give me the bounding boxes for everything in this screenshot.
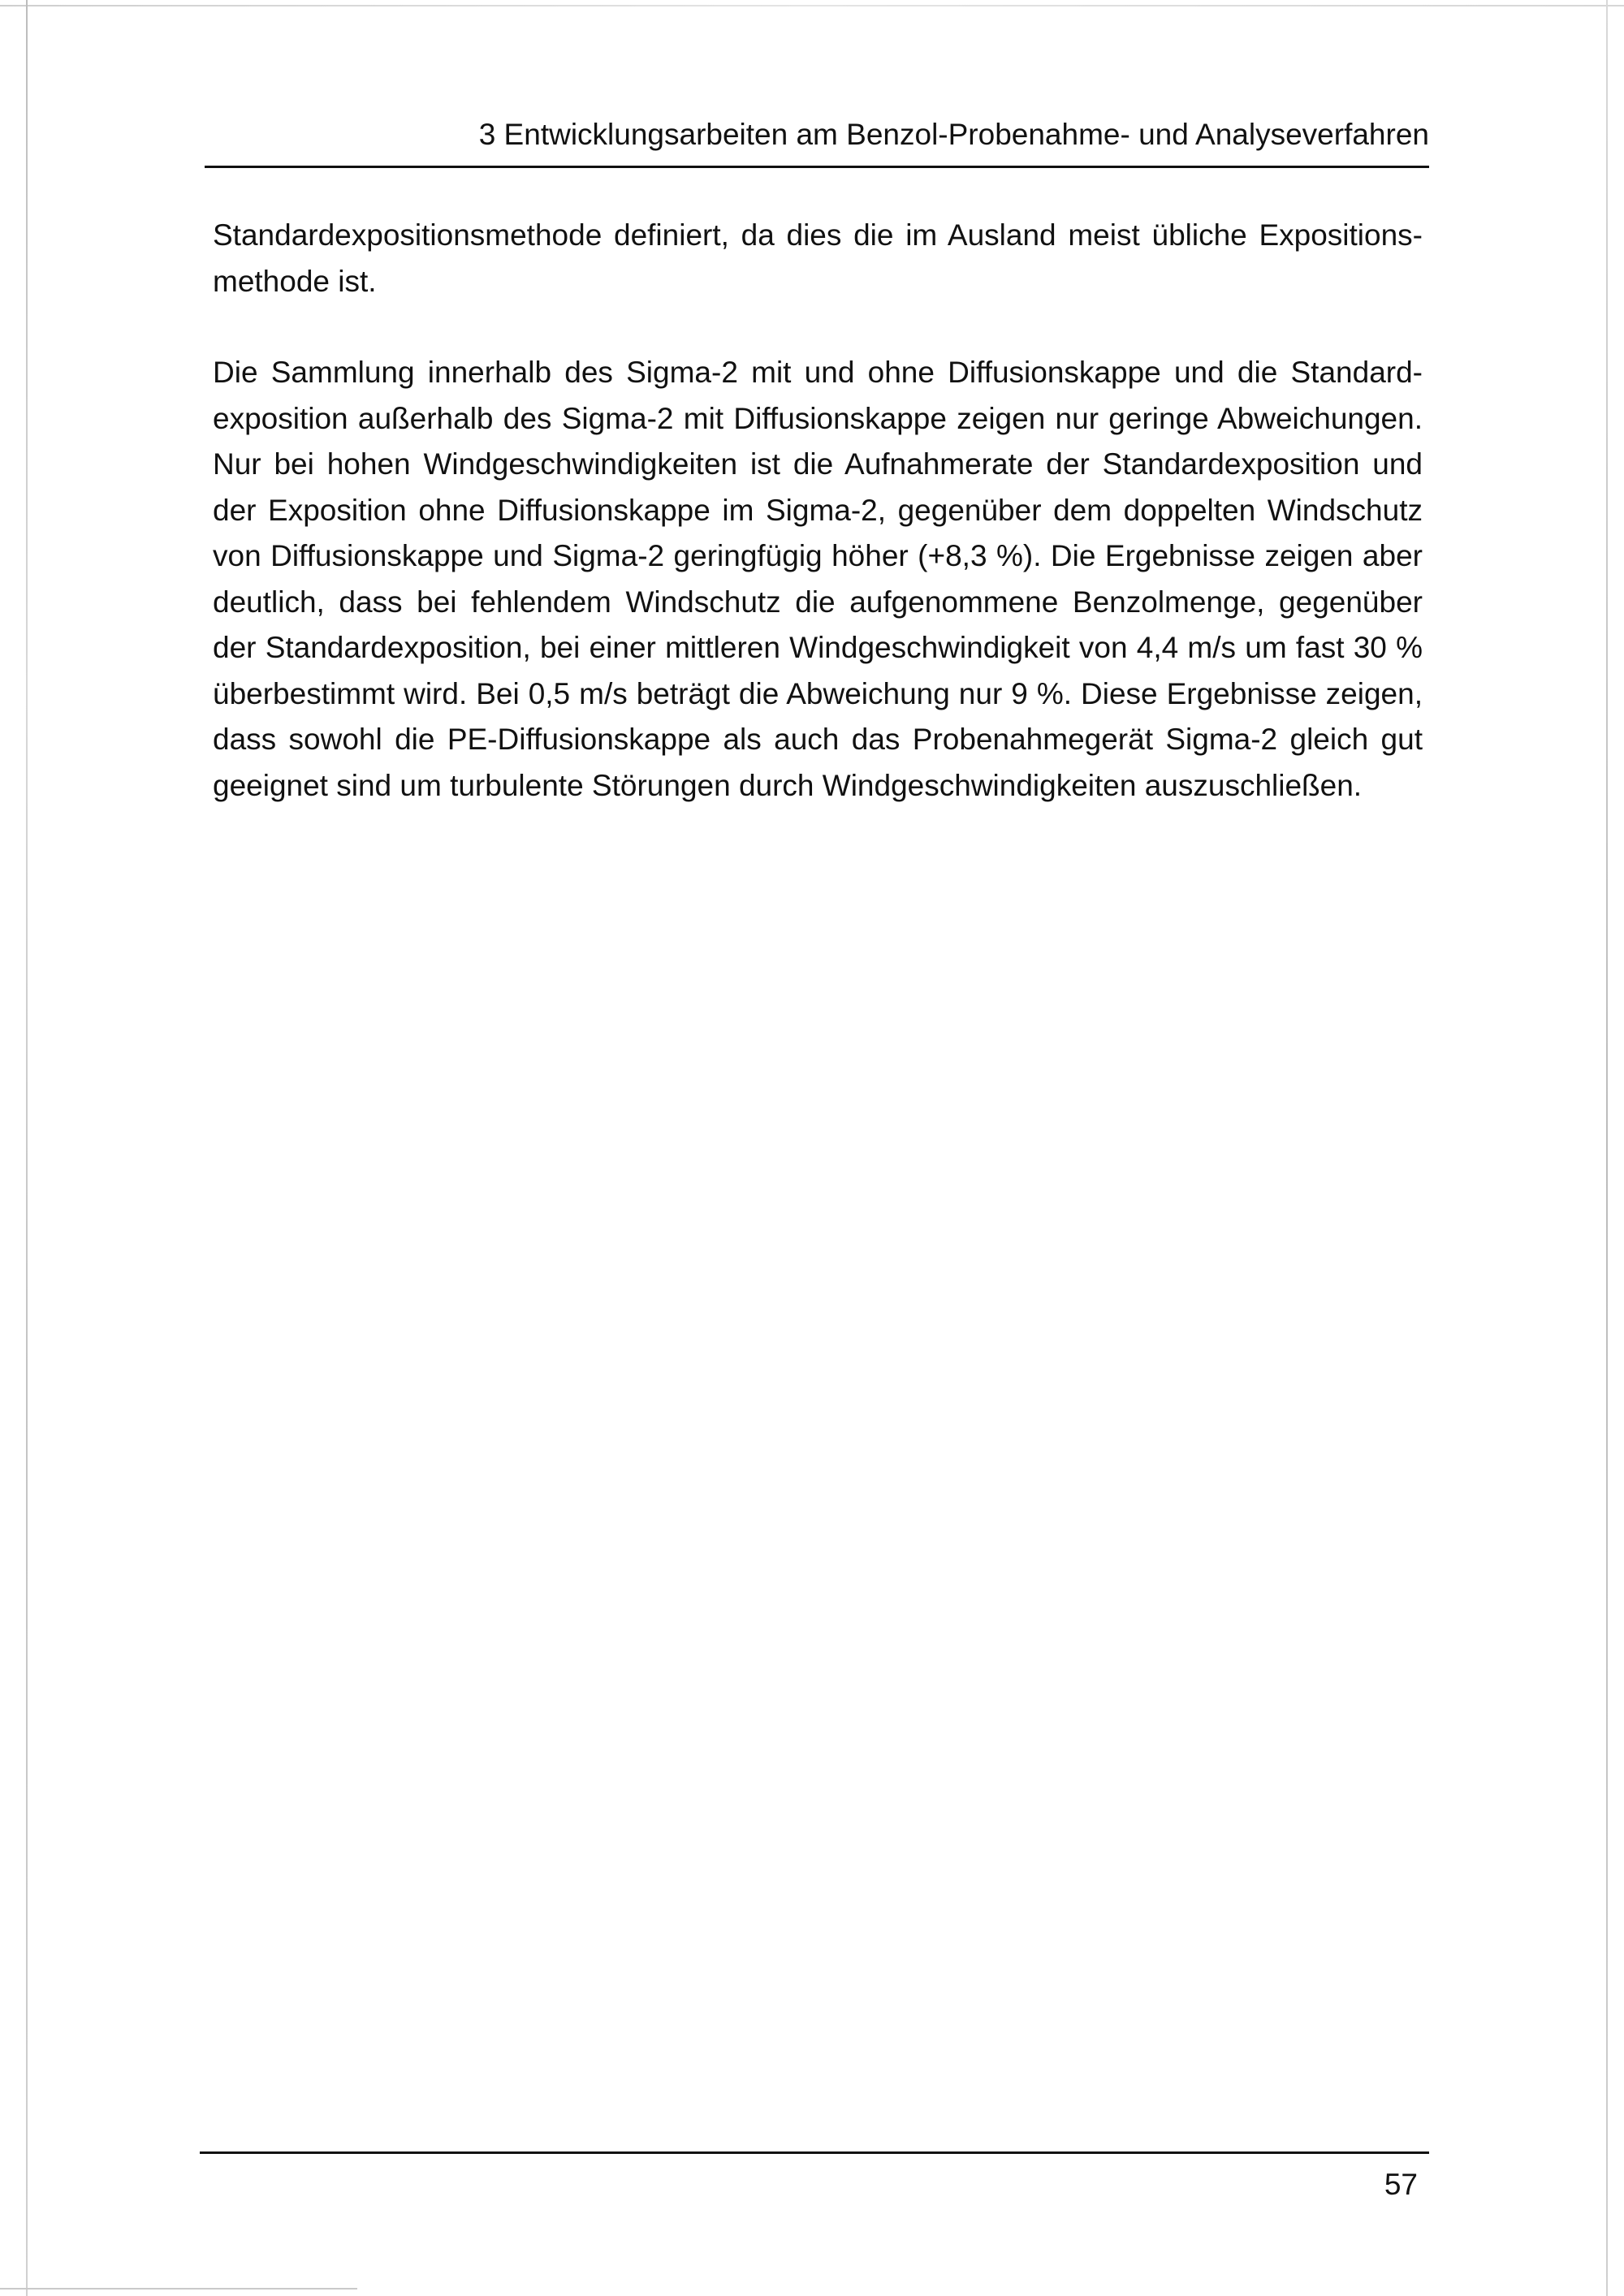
header-rule: [205, 166, 1429, 168]
body-text: [213, 213, 1423, 809]
scan-edge-left: [26, 0, 28, 2296]
footer-rule: [200, 2151, 1429, 2154]
running-header: 3 Entwicklungsarbeiten am Benzol-Probenahme- und Analyseverfahren: [478, 118, 1429, 151]
scan-edge-right: [1606, 0, 1608, 2296]
paragraph-1: Standardexpositionsmethode definiert, da dies die im Ausland meist übliche Expositionsmethode ist.: [213, 218, 1423, 298]
scan-edge-top: [0, 5, 1624, 6]
page-number: 57: [1384, 2168, 1418, 2201]
paragraph-2: Die Sammlung innerhalb des Sigma-2 mit und ohne Diffusionskappe und die Standardexposition außerhalb des Sigma-2 mit Diffusionskappe zeigen nur geringe Abweichungen. Nur bei hohen Windgeschwindigkeiten ist die Aufnahmerate der Standardexposition und der Exposition ohne Diffusionskappe im Sigma-2, gegenüber dem doppelten Windschutz von Diffusionskappe und Sigma-2 geringfügig höher (+8,3 %). Die Ergebnisse zeigen aber deutlich, dass bei fehlendem Windschutz die aufgenommene Benzolmenge, gegenüber der Standardexposition, bei einer mittleren Windgeschwindigkeit von 4,4 m/s um fast 30 % überbestimmt wird. Bei 0,5 m/s beträgt die Abweichung nur 9 %. Diese Ergebnisse zeigen, dass sowohl die PE-Diffusionskappe als auch das Probenahmegerät Sigma-2 gleich gut geeignet sind um turbulente Störungen durch Windgeschwindigkeiten auszuschließen.: [213, 356, 1423, 802]
scan-edge-bottom: [0, 2288, 357, 2290]
